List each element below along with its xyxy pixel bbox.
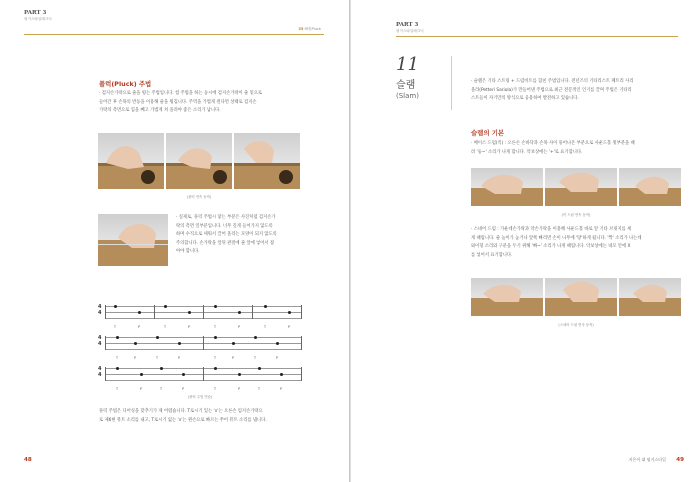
pluck-photo-3 — [234, 133, 300, 189]
guitar-hand-illustration — [234, 133, 300, 189]
chapter-number: 11 — [396, 54, 419, 75]
tp-label: P — [238, 325, 240, 329]
tp-label: T — [264, 325, 267, 329]
time-signature: 4 4 — [98, 335, 102, 347]
snare-photo-1 — [471, 278, 543, 316]
tp-label: T — [116, 356, 119, 360]
text-line: 주의합니다. 손가락을 앞뒤 관절에 줄 앞에 넣어서 잡 — [176, 240, 275, 246]
pluck-photo-2 — [166, 133, 232, 189]
guitar-hand-illustration — [545, 278, 617, 316]
tab-caption: (플럭 주법 연습) — [187, 395, 213, 399]
header-title: 빠킹Pluck — [304, 27, 321, 31]
right-page — [351, 0, 700, 482]
note-mark — [214, 367, 217, 370]
chapter-divider — [451, 56, 452, 110]
guitar-hand-illustration — [619, 278, 681, 316]
tp-label: P — [288, 325, 290, 329]
pluck-photo-1 — [98, 133, 164, 189]
note-mark — [182, 373, 185, 376]
guitar-hand-illustration — [471, 278, 543, 316]
text-line: 하며 수직으로 세워서 끌어 올리는 모양이 되지 않도록 — [176, 232, 277, 238]
tab-staff-1 — [98, 303, 302, 329]
header-rule — [396, 36, 678, 37]
barline — [154, 305, 155, 319]
tab-staff-2 — [98, 334, 302, 360]
tp-label: P — [232, 356, 234, 360]
tp-label: P — [188, 325, 190, 329]
note-mark — [288, 311, 291, 314]
tp-label: T — [214, 325, 217, 329]
text-line: 들어간 후 손목의 반동을 이용해 줄을 튕깁니다. 주먹을 가볍게 쥔다면 상태로 검지손 — [99, 99, 257, 105]
note-mark — [264, 305, 267, 308]
tp-label: P — [182, 387, 184, 391]
barline — [252, 305, 253, 319]
kick-photo-3 — [619, 168, 681, 206]
header-rule — [24, 34, 324, 35]
text-line: 를 넣어서 표기합니다. — [471, 252, 513, 258]
hand-closeup-illustration — [98, 214, 168, 266]
left-page — [0, 0, 349, 482]
note-mark — [140, 373, 143, 376]
note-mark — [134, 342, 137, 345]
text-line: 와이형 소리와 구분을 두기 위해 '빠~' 소리가 나게 때립니다. 악보상에는 네모 안에 X — [471, 244, 631, 250]
tab-staff-3 — [98, 365, 302, 391]
text-line: 게 때립니다. 줄 높이가 높거나 앞쪽 빠리면 손이 나무에 '탕'하게 됩니다. '짝' 소리가 나는데 — [471, 235, 642, 241]
barline — [105, 305, 106, 319]
kick-photo-1 — [471, 168, 543, 206]
note-mark — [214, 336, 217, 339]
barline — [203, 336, 204, 350]
kick-photo-2 — [545, 168, 617, 206]
page-number-left: 48 — [24, 457, 32, 463]
snare-photo-2 — [545, 278, 617, 316]
time-signature: 4 4 — [98, 366, 102, 378]
tp-label: T — [164, 325, 167, 329]
barline — [105, 336, 106, 350]
intro-paragraph — [471, 78, 681, 104]
note-mark — [238, 373, 241, 376]
tp-label: T — [160, 387, 163, 391]
tp-label: T — [214, 387, 217, 391]
kick-caption: (킥 드럼 연속 동작) — [561, 213, 591, 217]
note-mark — [188, 311, 191, 314]
barline — [105, 367, 106, 381]
barline — [301, 367, 302, 381]
guitar-hand-illustration — [471, 168, 543, 206]
page-number-right: 49 — [676, 457, 684, 463]
tp-label: T — [114, 325, 117, 329]
snare-drum-paragraph — [471, 226, 683, 260]
paragraph-3 — [99, 408, 319, 425]
snare-caption: (스네어 드럼 연속 동작) — [558, 323, 594, 327]
header-part: PART 3 — [24, 10, 47, 16]
tp-label: P — [238, 387, 240, 391]
guitar-hand-illustration — [545, 168, 617, 206]
header-number: 35 — [298, 27, 304, 31]
note-mark — [254, 336, 257, 339]
text-line: · 베이스 드럼(킥) : 오른손 손바닥과 손목 사이 뭉어나온 부분으로 사운드홀 윗부분을 때 — [471, 141, 635, 146]
header-running-title — [298, 27, 321, 32]
kick-drum-paragraph — [471, 140, 681, 157]
note-mark — [214, 305, 217, 308]
text-line: 플럭 주법은 디어싱을 맞추기가 제 어렵습니다. T로시기 있는 'x'는 오른손 엄지손가락으 — [99, 409, 263, 414]
tp-label: P — [138, 325, 140, 329]
time-signature: 4 4 — [98, 304, 102, 316]
note-mark — [164, 305, 167, 308]
text-line: · 슬램은 기타 스트링 + 드럼비트를 함친 주법입니다. 전년즈의 기타리스트 페트리 사리 — [471, 79, 634, 84]
barline — [203, 367, 204, 381]
note-mark — [178, 342, 181, 345]
tp-label: P — [134, 356, 136, 360]
header-subtitle: 핑거스타일테크닉 — [396, 29, 424, 33]
tp-label: T — [116, 387, 119, 391]
note-mark — [116, 336, 119, 339]
header-part: PART 3 — [396, 22, 419, 28]
guitar-hand-illustration — [166, 133, 232, 189]
text-line: 아야 합니다. — [176, 249, 200, 255]
note-mark — [116, 367, 119, 370]
pluck-closeup-photo — [98, 214, 168, 266]
section-title: 슬램의 기본 — [471, 129, 505, 137]
chapter-title: 슬램 — [396, 80, 416, 91]
tp-label: T — [214, 356, 217, 360]
tp-label: P — [280, 387, 282, 391]
chapter-subtitle: (Slam) — [396, 92, 419, 100]
note-mark — [138, 311, 141, 314]
text-line: · 검지손가락으로 줄을 튕는 주법입니다. 썸 주법을 하는 동시에 검지손가락이 줄 밑으로 — [99, 91, 263, 96]
header-subtitle: 핑거스타일테크닉 — [24, 17, 52, 21]
note-mark — [156, 336, 159, 339]
note-mark — [280, 373, 283, 376]
paragraph-1 — [99, 90, 309, 116]
text-line: 올라(Petteri Sariola)가 만들어낸 주법으로 최근 전문적인 인기를 끌며 주법은 기타리 — [471, 87, 632, 93]
note-mark — [232, 342, 235, 345]
tp-label: P — [276, 356, 278, 360]
text-line: 려 '둥~' 소리가 나게 합니다. 악보상에는 '+'로 표기합니다. — [471, 149, 583, 155]
guitar-hand-illustration — [619, 168, 681, 206]
note-mark — [160, 367, 163, 370]
text-line: 가락의 측면으로 힘을 빼고 가볍게 쳐 올려야 좋은 소리가 납니다. — [99, 108, 221, 114]
text-line: 락의 측면 일부분입니다. 너무 깊게 들어가지 않도록 — [176, 223, 273, 229]
text-line: · 스네어 드럼 : 가운데손가락과 약손가락을 이용해 사운드홀 바로 앞 기타 브릿지를 세 — [471, 227, 632, 232]
paragraph-2 — [176, 214, 306, 257]
section-title: 플럭(Pluck) 주법 — [99, 80, 152, 88]
note-mark — [258, 367, 261, 370]
note-mark — [238, 311, 241, 314]
note-mark — [276, 342, 279, 345]
guitar-hand-illustration — [98, 133, 164, 189]
tp-label: T — [258, 387, 261, 391]
tp-label: P — [178, 356, 180, 360]
barline — [301, 305, 302, 319]
text-line: 스트들이 자기만의 방식으로 응용하여 발전하고 있습니다. — [471, 96, 579, 102]
photo-caption-1: (플럭 연속 동작) — [186, 195, 212, 199]
barline — [203, 305, 204, 319]
tp-label: T — [156, 356, 159, 360]
text-line: · 실제로, 플럭 주법시 닿는 부분은 사진처럼 검지손가 — [176, 215, 276, 220]
text-line: 로 제6현 뮤트 소리를 내고, T로시기 없는 'x'는 왼손으로 빠르는 쭈어 뮤트 소리를 냅니다. — [99, 417, 267, 423]
barline — [301, 336, 302, 350]
snare-photo-3 — [619, 278, 681, 316]
note-mark — [114, 305, 117, 308]
tp-label: P — [140, 387, 142, 391]
tp-label: T — [254, 356, 257, 360]
footer-book-title: 지은이 대 핑거스타일 — [628, 457, 666, 462]
